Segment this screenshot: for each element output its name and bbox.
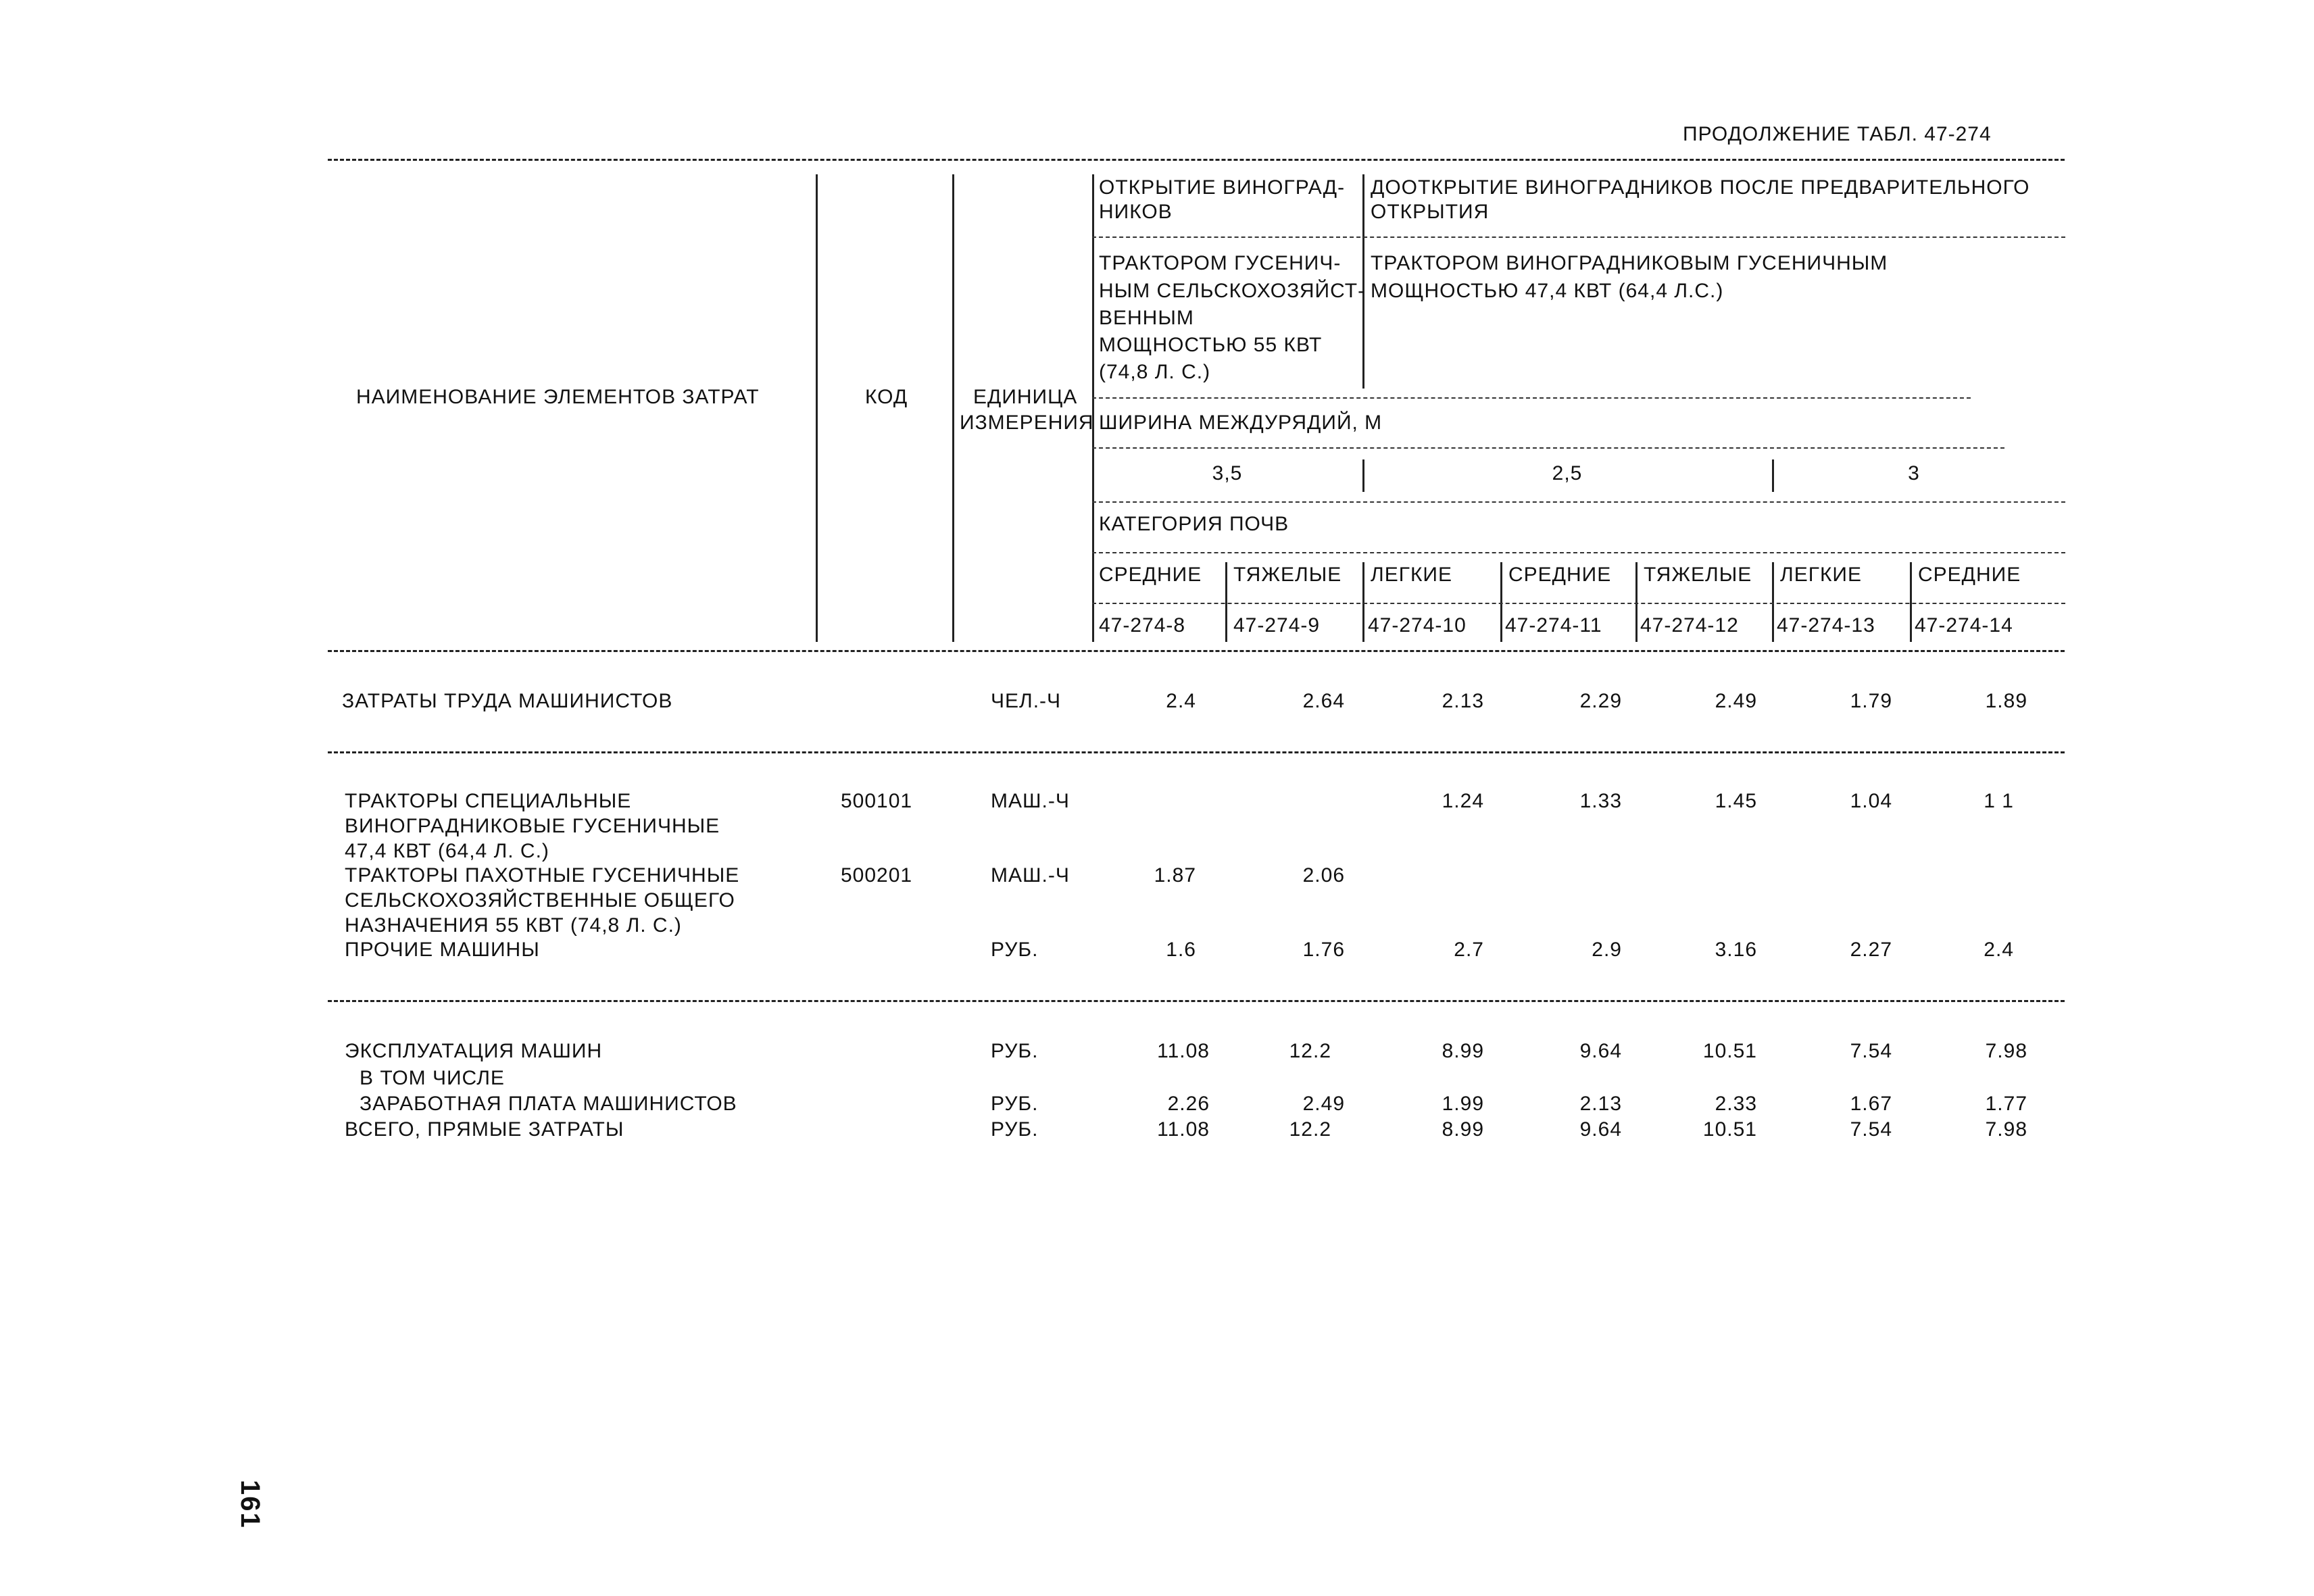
header-unit-1: ЕДИНИЦА: [973, 386, 1078, 408]
tractor-b-line-1: ТРАКТОРОМ ВИНОГРАДНИКОВЫМ ГУСЕНИЧНЫМ: [1371, 252, 1888, 274]
machine-1-value-7: 1 1: [1984, 790, 2014, 812]
direct-value-5: 10.51: [1702, 1118, 1757, 1141]
table-continuation-caption: ПРОДОЛЖЕНИЕ ТАБЛ. 47-274: [1683, 123, 1992, 145]
column-code-7: 47-274-14: [1915, 614, 2013, 637]
direct-value-2: 12.2: [1289, 1118, 1331, 1141]
header-code: КОД: [865, 386, 908, 408]
operation-value-3: 8.99: [1442, 1040, 1484, 1062]
operation-value-7: 7.98: [1985, 1040, 2027, 1062]
operation-value-5: 10.51: [1702, 1040, 1757, 1062]
machine-2-name-2: СЕЛЬСКОХОЗЯЙСТВЕННЫЕ ОБЩЕГО: [345, 889, 735, 912]
tractor-a-line-5: (74,8 Л. С.): [1099, 361, 1211, 383]
page-number: 161: [235, 1480, 265, 1529]
column-code-5: 47-274-12: [1640, 614, 1739, 637]
divider-name-code: [816, 174, 818, 642]
direct-value-1: 11.08: [1157, 1118, 1210, 1141]
header-rule-4: [1092, 501, 2065, 503]
wages-value-3: 1.99: [1442, 1093, 1484, 1115]
divider-col-4: [1500, 562, 1502, 642]
operation-name: ЭКСПЛУАТАЦИЯ МАШИН: [345, 1040, 603, 1062]
machine-3-value-5: 3.16: [1715, 939, 1757, 961]
machine-1-name-2: ВИНОГРАДНИКОВЫЕ ГУСЕНИЧНЫЕ: [345, 815, 720, 837]
labor-value-3: 2.13: [1442, 690, 1484, 712]
labor-unit: ЧЕЛ.-Ч: [991, 690, 1062, 712]
header-open-1: ОТКРЫТИЕ ВИНОГРАД-: [1099, 176, 1346, 199]
tractor-a-line-2: НЫМ СЕЛЬСКОХОЗЯЙСТ-: [1099, 280, 1366, 302]
including-label: В ТОМ ЧИСЛЕ: [360, 1067, 505, 1089]
wages-value-7: 1.77: [1985, 1093, 2027, 1115]
machine-2-value-2: 2.06: [1302, 864, 1345, 887]
header-name: НАИМЕНОВАНИЕ ЭЛЕМЕНТОВ ЗАТРАТ: [356, 386, 760, 408]
labor-value-7: 1.89: [1985, 690, 2027, 712]
machine-1-value-4: 1.33: [1579, 790, 1622, 812]
direct-unit: РУБ.: [991, 1118, 1039, 1141]
header-unit-2: ИЗМЕРЕНИЯ: [960, 412, 1094, 434]
machines-bottom-rule: [328, 1000, 2065, 1002]
tractor-a-line-1: ТРАКТОРОМ ГУСЕНИЧ-: [1099, 252, 1341, 274]
machine-1-name-1: ТРАКТОРЫ СПЕЦИАЛЬНЫЕ: [345, 790, 632, 812]
column-code-4: 47-274-11: [1505, 614, 1602, 637]
header-bottom-rule: [328, 650, 2065, 652]
column-code-3: 47-274-10: [1368, 614, 1467, 637]
divider-unit-values: [1092, 174, 1094, 642]
operation-unit: РУБ.: [991, 1040, 1039, 1062]
machine-3-unit: РУБ.: [991, 939, 1039, 961]
header-rule-6: [1092, 603, 2065, 604]
labor-value-6: 1.79: [1850, 690, 1892, 712]
divider-col-5: [1635, 562, 1638, 642]
machine-3-value-2: 1.76: [1302, 939, 1345, 961]
machine-3-name-1: ПРОЧИЕ МАШИНЫ: [345, 939, 540, 961]
direct-value-6: 7.54: [1850, 1118, 1892, 1141]
header-top-rule: [328, 159, 2065, 161]
divider-col-6: [1772, 562, 1774, 642]
soil-type-4: СРЕДНИЕ: [1508, 564, 1612, 586]
direct-value-7: 7.98: [1985, 1118, 2027, 1141]
machine-1-value-5: 1.45: [1715, 790, 1757, 812]
machine-3-value-1: 1.6: [1166, 939, 1196, 961]
column-code-6: 47-274-13: [1777, 614, 1875, 637]
column-code-1: 47-274-8: [1099, 614, 1186, 637]
operation-value-1: 11.08: [1157, 1040, 1210, 1062]
header-rule-3: [1092, 447, 2004, 449]
machine-1-name-3: 47,4 КВТ (64,4 Л. С.): [345, 840, 549, 862]
wages-unit: РУБ.: [991, 1093, 1039, 1115]
labor-value-4: 2.29: [1579, 690, 1622, 712]
labor-value-1: 2.4: [1166, 690, 1196, 712]
header-open-2: НИКОВ: [1099, 201, 1173, 223]
machine-3-value-7: 2.4: [1984, 939, 2014, 961]
machine-1-code: 500101: [841, 790, 913, 812]
header-soil: КАТЕГОРИЯ ПОЧВ: [1099, 513, 1289, 535]
header-reopen-2: ОТКРЫТИЯ: [1371, 201, 1490, 223]
direct-name: ВСЕГО, ПРЯМЫЕ ЗАТРАТЫ: [345, 1118, 624, 1141]
labor-value-2: 2.64: [1302, 690, 1345, 712]
machine-1-unit: МАШ.-Ч: [991, 790, 1070, 812]
tractor-a-line-3: ВЕННЫМ: [1099, 307, 1194, 329]
machine-3-value-6: 2.27: [1850, 939, 1892, 961]
machine-2-value-1: 1.87: [1154, 864, 1196, 887]
divider-col-3: [1362, 562, 1364, 642]
divider-col-7: [1910, 562, 1912, 642]
direct-value-4: 9.64: [1579, 1118, 1622, 1141]
soil-type-7: СРЕДНИЕ: [1918, 564, 2021, 586]
header-rule-1: [1092, 236, 2065, 238]
width-value-2: 2,5: [1552, 462, 1583, 484]
operation-value-4: 9.64: [1579, 1040, 1622, 1062]
machine-2-code: 500201: [841, 864, 913, 887]
width-value-1: 3,5: [1212, 462, 1243, 484]
divider-code-unit: [952, 174, 954, 642]
wages-value-1: 2.26: [1167, 1093, 1210, 1115]
tractor-a-line-4: МОЩНОСТЬЮ 55 КВТ: [1099, 334, 1323, 356]
soil-type-6: ЛЕГКИЕ: [1780, 564, 1862, 586]
wages-value-5: 2.33: [1715, 1093, 1757, 1115]
divider-col-2: [1225, 562, 1227, 642]
operation-value-2: 12.2: [1289, 1040, 1331, 1062]
labor-bottom-rule: [328, 751, 2065, 753]
header-rule-5: [1092, 552, 2065, 553]
machine-3-value-3: 2.7: [1454, 939, 1484, 961]
machine-2-name-3: НАЗНАЧЕНИЯ 55 КВТ (74,8 Л. С.): [345, 914, 682, 937]
soil-type-1: СРЕДНИЕ: [1099, 564, 1202, 586]
wages-name: ЗАРАБОТНАЯ ПЛАТА МАШИНИСТОВ: [360, 1093, 737, 1115]
direct-value-3: 8.99: [1442, 1118, 1484, 1141]
machine-1-value-6: 1.04: [1850, 790, 1892, 812]
wages-value-6: 1.67: [1850, 1093, 1892, 1115]
operation-value-6: 7.54: [1850, 1040, 1892, 1062]
soil-type-2: ТЯЖЕЛЫЕ: [1233, 564, 1342, 586]
column-code-2: 47-274-9: [1233, 614, 1321, 637]
machine-3-value-4: 2.9: [1592, 939, 1622, 961]
labor-value-5: 2.49: [1715, 690, 1757, 712]
machine-2-name-1: ТРАКТОРЫ ПАХОТНЫЕ ГУСЕНИЧНЫЕ: [345, 864, 740, 887]
wages-value-4: 2.13: [1579, 1093, 1622, 1115]
soil-type-3: ЛЕГКИЕ: [1371, 564, 1452, 586]
header-reopen-1: ДООТКРЫТИЕ ВИНОГРАДНИКОВ ПОСЛЕ ПРЕДВАРИТЕЛЬНОГО: [1371, 176, 2030, 199]
header-rule-2: [1092, 397, 1971, 399]
soil-type-5: ТЯЖЕЛЫЕ: [1644, 564, 1752, 586]
header-row-width: ШИРИНА МЕЖДУРЯДИЙ, М: [1099, 412, 1383, 434]
tractor-b-line-2: МОЩНОСТЬЮ 47,4 КВТ (64,4 Л.С.): [1371, 280, 1724, 302]
machine-1-value-3: 1.24: [1442, 790, 1484, 812]
width-value-3: 3: [1908, 462, 1920, 484]
labor-name: ЗАТРАТЫ ТРУДА МАШИНИСТОВ: [342, 690, 673, 712]
machine-2-unit: МАШ.-Ч: [991, 864, 1070, 887]
wages-value-2: 2.49: [1302, 1093, 1345, 1115]
